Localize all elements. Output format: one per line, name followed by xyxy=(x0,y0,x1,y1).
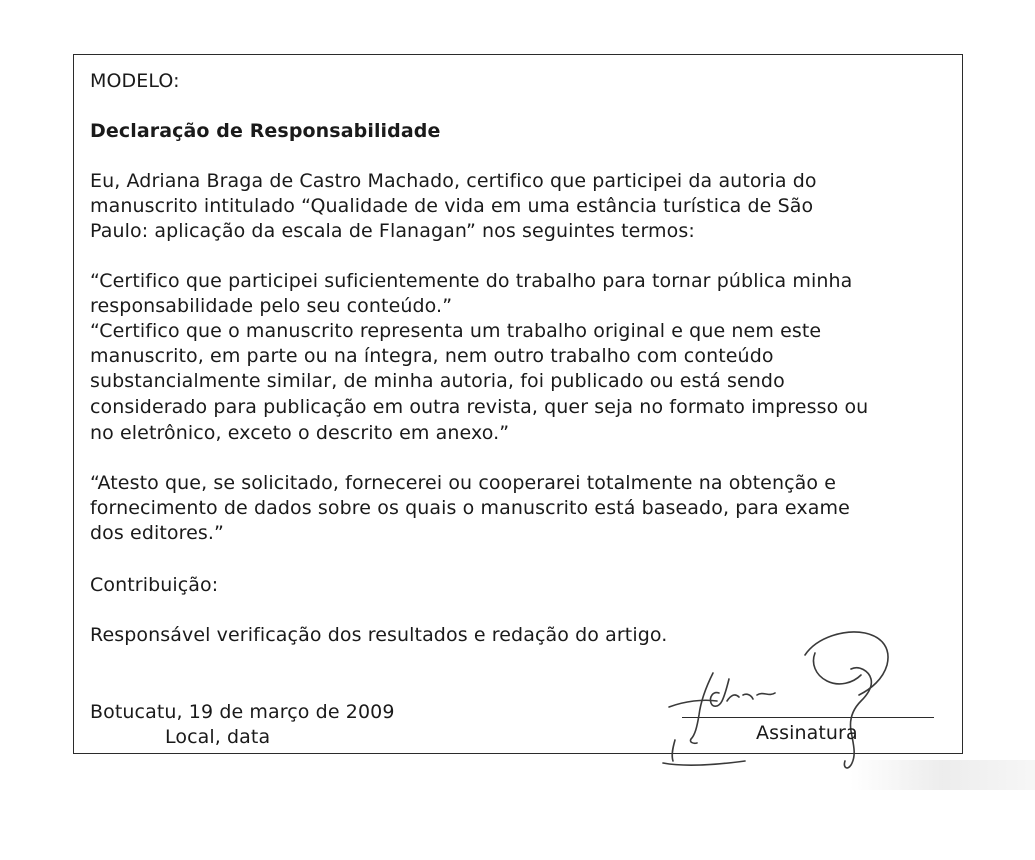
clause1-line-2: responsabilidade pelo seu conteúdo.” xyxy=(90,295,453,317)
clause2-line-4: considerado para publicação em outra revista, quer seja no formato impresso ou xyxy=(90,396,869,418)
clause3-line-2: fornecimento de dados sobre os quais o manuscrito está baseado, para exame xyxy=(90,497,850,519)
scan-artifact xyxy=(850,760,1035,790)
clause2-line-5: no eletrônico, exceto o descrito em anexo.” xyxy=(90,422,510,444)
clause2-line-2: manuscrito, em parte ou na íntegra, nem outro trabalho com conteúdo xyxy=(90,345,774,367)
handwritten-signature xyxy=(655,615,925,780)
clause3-line-1: “Atesto que, se solicitado, fornecerei ou cooperarei totalmente na obtenção e xyxy=(90,472,837,494)
clause2-line-1: “Certifico que o manuscrito representa um trabalho original e que nem este xyxy=(90,320,822,342)
place-date: Botucatu, 19 de março de 2009 xyxy=(90,701,395,723)
model-label: MODELO: xyxy=(90,70,180,92)
place-date-caption: Local, data xyxy=(165,726,271,748)
document-title: Declaração de Responsabilidade xyxy=(90,120,441,142)
intro-line-1: Eu, Adriana Braga de Castro Machado, certifico que participei da autoria do xyxy=(90,170,817,192)
intro-line-3: Paulo: aplicação da escala de Flanagan” nos seguintes termos: xyxy=(90,220,695,242)
intro-line-2: manuscrito intitulado “Qualidade de vida em uma estância turística de São xyxy=(90,195,814,217)
contribution-text: Responsável verificação dos resultados e redação do artigo. xyxy=(90,624,668,646)
signature-caption: Assinatura xyxy=(756,722,858,744)
clause2-line-3: substancialmente similar, de minha autoria, foi publicado ou está sendo xyxy=(90,370,785,392)
clause1-line-1: “Certifico que participei suficientemente do trabalho para tornar pública minha xyxy=(90,270,853,292)
clause3-line-3: dos editores.” xyxy=(90,522,224,544)
contribution-label: Contribuição: xyxy=(90,574,219,596)
